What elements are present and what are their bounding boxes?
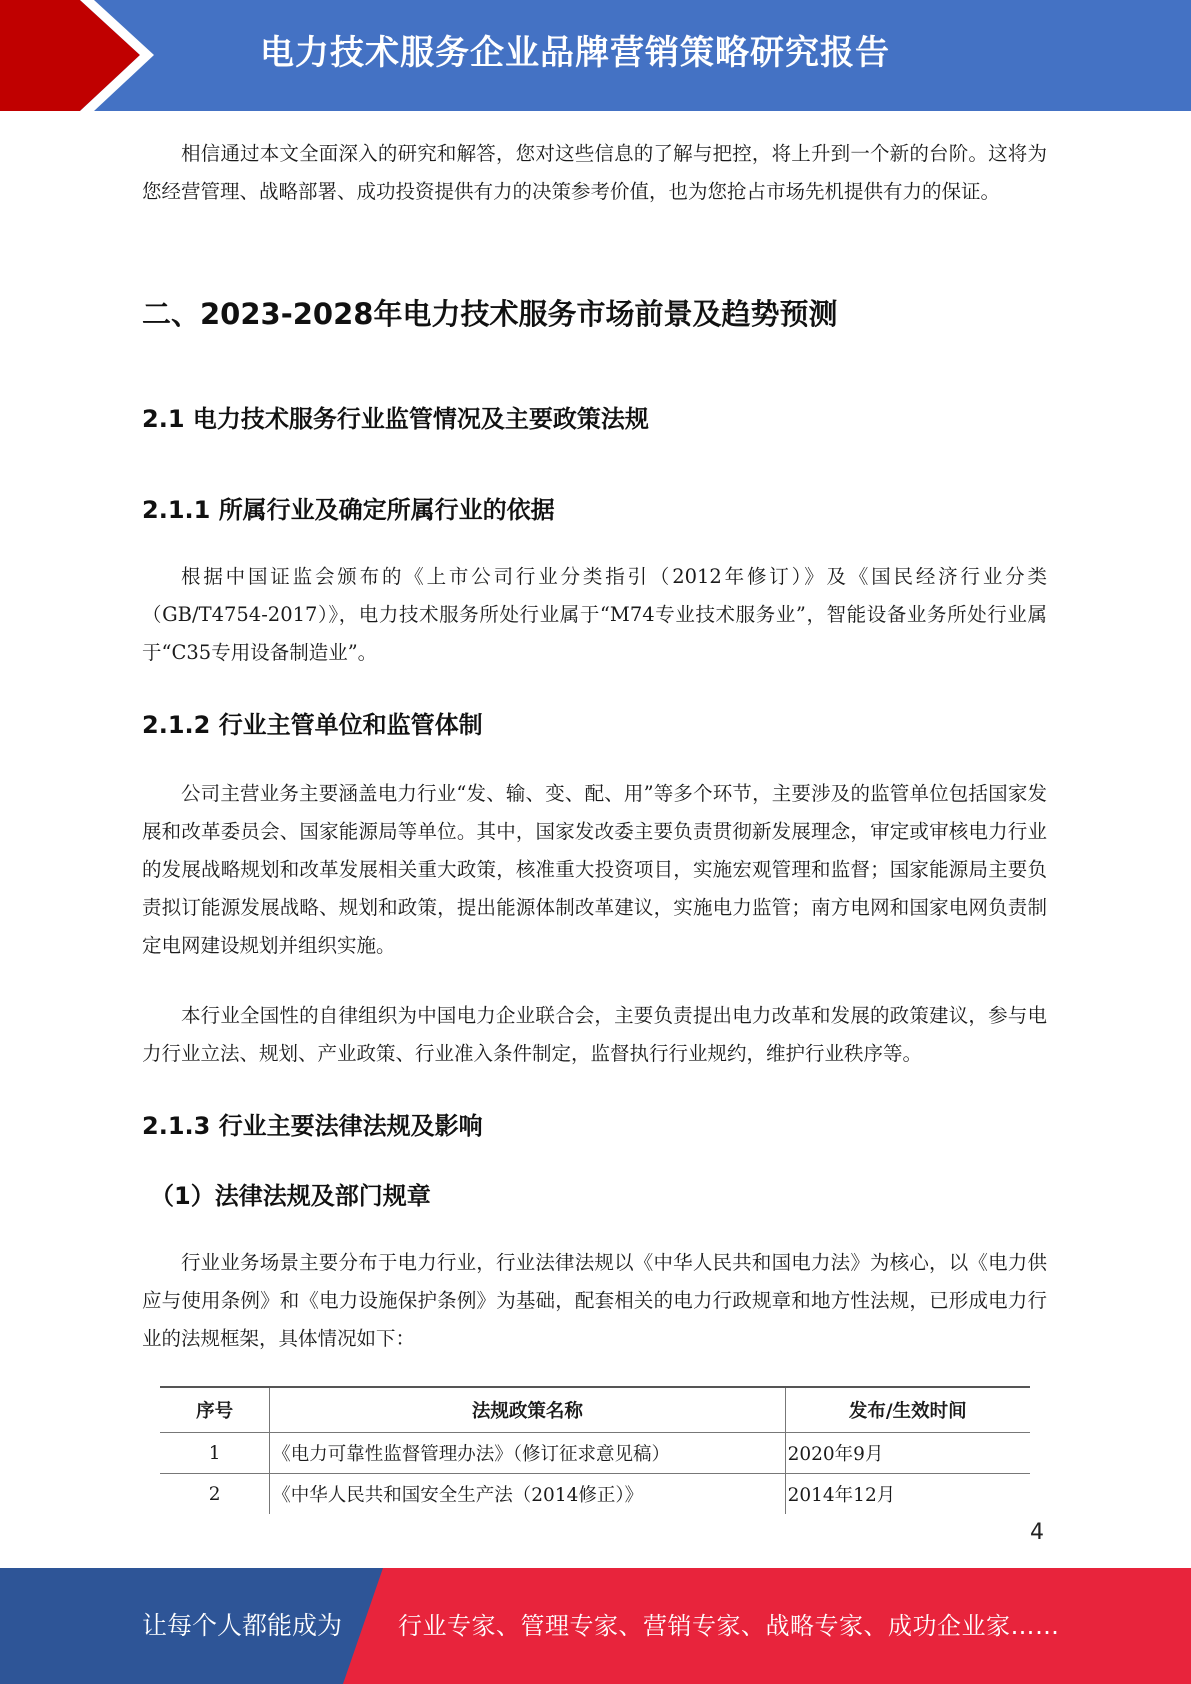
table-cell: 2020年9月	[785, 1433, 1030, 1474]
section-2-1-heading: 2.1 电力技术服务行业监管情况及主要政策法规	[142, 405, 649, 433]
section-2-heading: 二、2023-2028年电力技术服务市场前景及趋势预测	[142, 297, 838, 331]
table-header-row	[160, 1387, 1030, 1433]
table-row	[160, 1474, 1030, 1515]
regulator-paragraph: 公司主营业务主要涵盖电力行业“发、输、变、配、用”等多个环节，主要涉及的监管单位包括国家发展和改革委员会、国家能源局等单位。其中，国家发改委主要负责贯彻新发展理念，审定或审核电力行业的发展战略规划和改革发展相关重大政策，核准重大投资项目，实施宏观管理和监督；国家能源局主要负责拟订能源发展战略、规划和政策，提出能源体制改革建议，实施电力监管；南方电网和国家电网负责制定电网建设规划并组织实施。	[142, 782, 1047, 957]
table-header-cell: 法规政策名称	[270, 1387, 785, 1433]
section-2-1-3-body	[142, 1244, 1047, 1358]
table-cell: 《电力可靠性监督管理办法》（修订征求意见稿）	[270, 1433, 785, 1474]
page-footer	[0, 1568, 1191, 1684]
table-cell: 《中华人民共和国安全生产法（2014修正）》	[270, 1474, 785, 1515]
report-title: 电力技术服务企业品牌营销策略研究报告	[260, 33, 890, 73]
intro-block	[142, 135, 1047, 211]
table-cell: 2	[160, 1474, 270, 1515]
table-header-cell: 发布/生效时间	[785, 1387, 1030, 1433]
section-2-1-1-heading: 2.1.1 所属行业及确定所属行业的依据	[142, 496, 555, 524]
legal-framework-paragraph: 行业业务场景主要分布于电力行业，行业法律法规以《中华人民共和国电力法》为核心，以《电力供应与使用条例》和《电力设施保护条例》为基础，配套相关的电力行政规章和地方性法规，已形成电力行业的法规框架，具体情况如下：	[142, 1251, 1047, 1350]
page-number: 4	[1030, 1520, 1044, 1545]
page-header	[0, 0, 1191, 111]
header-red-arrow-decoration	[0, 0, 160, 111]
industry-classification-paragraph: 根据中国证监会颁布的《上市公司行业分类指引（2012年修订）》及《国民经济行业分类（GB/T4754-2017）》，电力技术服务所处行业属于“M74专业技术服务业”，智能设备业务所处行业属于“C35专用设备制造业”。	[142, 565, 1047, 664]
section-2-1-1-body	[142, 558, 1047, 672]
table-row	[160, 1433, 1030, 1474]
section-2-1-2-body	[142, 775, 1047, 1073]
table-cell: 1	[160, 1433, 270, 1474]
table-cell: 2014年12月	[787, 1485, 896, 1506]
section-2-1-2-heading: 2.1.2 行业主管单位和监管体制	[142, 711, 483, 739]
table-header-cell: 序号	[160, 1387, 270, 1433]
footer-slogan-right: 行业专家、管理专家、营销专家、战略专家、成功企业家……	[398, 1612, 1060, 1640]
regulations-table	[160, 1386, 1030, 1514]
laws-regulations-subheading: （1）法律法规及部门规章	[150, 1182, 431, 1210]
footer-slogan-left: 让每个人都能成为	[142, 1611, 343, 1640]
intro-paragraph: 相信通过本文全面深入的研究和解答，您对这些信息的了解与把控，将上升到一个新的台阶。这将为您经营管理、战略部署、成功投资提供有力的决策参考价值，也为您抢占市场先机提供有力的保证。	[142, 142, 1047, 203]
self-regulatory-paragraph: 本行业全国性的自律组织为中国电力企业联合会，主要负责提出电力改革和发展的政策建议，参与电力行业立法、规划、产业政策、行业准入条件制定，监督执行行业规约，维护行业秩序等。	[142, 1004, 1047, 1065]
section-2-1-3-heading: 2.1.3 行业主要法律法规及影响	[142, 1112, 483, 1140]
